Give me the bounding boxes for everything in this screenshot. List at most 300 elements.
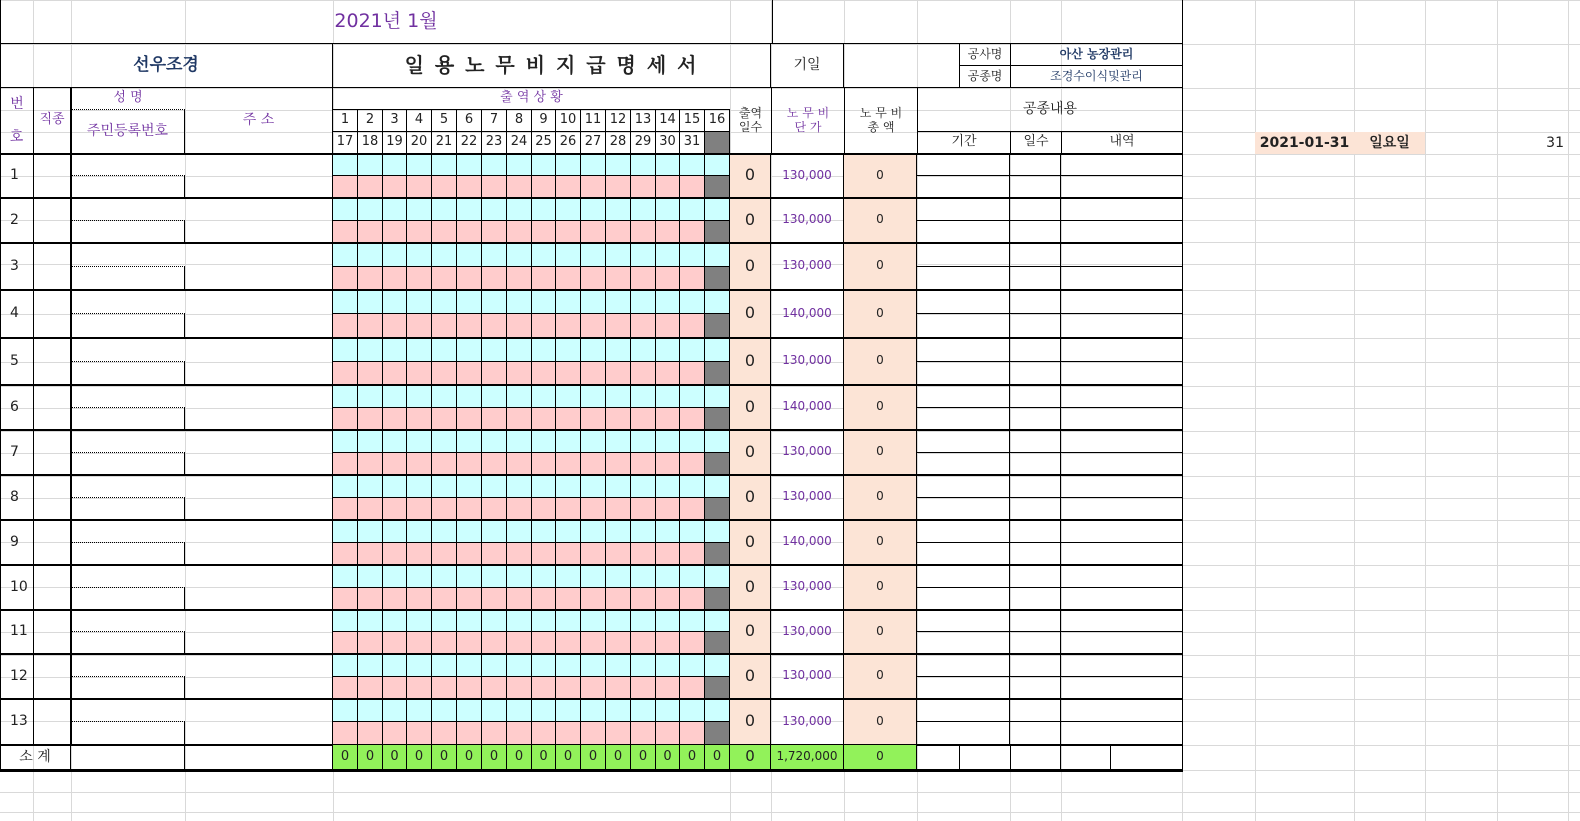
work-days-cell[interactable] [1010,677,1061,699]
attendance-cell[interactable] [333,520,358,543]
attendance-cell[interactable] [457,543,482,565]
attendance-cell[interactable] [532,221,556,243]
attendance-cell[interactable] [333,699,358,722]
attendance-cell[interactable] [358,154,383,176]
day-count-cell[interactable]: 31 [1546,134,1564,151]
attendance-cell[interactable] [507,610,532,632]
day-header-5[interactable]: 5 [432,110,457,132]
details-cell[interactable] [1061,154,1183,176]
day-header-15[interactable]: 15 [680,110,705,132]
period-cell[interactable] [917,243,1010,267]
attendance-cell[interactable] [482,677,507,699]
address-cell[interactable] [185,699,333,745]
attendance-cell[interactable] [556,565,581,588]
attendance-cell[interactable] [705,385,730,408]
resident-id-header[interactable]: 주민등록번호 [71,110,185,154]
subtotal-blank[interactable] [71,745,185,770]
work-days-cell[interactable] [1010,176,1061,198]
attendance-cell[interactable] [680,543,705,565]
resident-id-cell[interactable] [71,453,185,475]
details-cell[interactable] [1061,565,1183,588]
details-cell[interactable] [1061,699,1183,722]
attendance-cell[interactable] [333,221,358,243]
attendance-cell[interactable] [532,243,556,267]
attendance-cell[interactable] [581,221,606,243]
total-cell[interactable]: 0 [844,654,917,699]
work-days-cell[interactable] [1010,198,1061,221]
attendance-cell[interactable] [532,176,556,198]
attendance-cell[interactable] [482,221,507,243]
day-header-10[interactable]: 10 [556,110,581,132]
attendance-cell[interactable] [358,699,383,722]
attendance-cell[interactable] [556,610,581,632]
attendance-cell[interactable] [407,314,432,338]
attendance-cell[interactable] [656,588,680,610]
period-header[interactable]: 기간 [917,132,1010,154]
attendance-cell[interactable] [482,632,507,654]
attendance-cell[interactable] [358,520,383,543]
work-content-header[interactable]: 공종내용 [917,88,1183,132]
details-cell[interactable] [1061,722,1183,745]
subtotal-day-cell[interactable]: 0 [680,745,705,770]
attendance-cell[interactable] [556,290,581,314]
attendance-cell[interactable] [482,722,507,745]
resident-id-cell[interactable] [71,498,185,520]
name-cell[interactable] [71,475,185,498]
attendance-cell[interactable] [532,198,556,221]
attendance-cell[interactable] [680,154,705,176]
work-type-label[interactable]: 공종명 [960,66,1011,88]
attendance-cell[interactable] [606,243,631,267]
attendance-cell[interactable] [631,543,656,565]
attendance-cell[interactable] [631,430,656,453]
resident-id-cell[interactable] [71,362,185,385]
row-number[interactable]: 2 [0,198,34,243]
attendance-cell[interactable] [656,198,680,221]
work-days-cell[interactable] [1010,362,1061,385]
attendance-cell[interactable] [680,243,705,267]
attendance-cell[interactable] [383,453,407,475]
attendance-cell[interactable] [383,588,407,610]
attendance-cell[interactable] [333,314,358,338]
attendance-cell[interactable] [705,430,730,453]
attendance-cell[interactable] [457,475,482,498]
attendance-cell[interactable] [705,198,730,221]
period-cell[interactable] [917,290,1010,314]
attendance-cell[interactable] [333,338,358,362]
attendance-cell[interactable] [333,385,358,408]
attendance-cell[interactable] [532,588,556,610]
attendance-cell[interactable] [482,408,507,430]
attendance-cell[interactable] [680,699,705,722]
work-days-cell[interactable] [1010,722,1061,745]
attendance-cell[interactable] [532,520,556,543]
attendance-cell[interactable] [482,543,507,565]
attendance-cell[interactable] [457,654,482,677]
period-cell[interactable] [917,632,1010,654]
resident-id-cell[interactable] [71,632,185,654]
attendance-cell[interactable] [581,543,606,565]
attendance-cell[interactable] [606,722,631,745]
attendance-cell[interactable] [358,565,383,588]
address-cell[interactable] [185,565,333,610]
attendance-cell[interactable] [656,498,680,520]
attendance-cell[interactable] [556,520,581,543]
attendance-cell[interactable] [432,408,457,430]
attendance-cell[interactable] [680,338,705,362]
work-days-cell[interactable] [1010,543,1061,565]
attendance-cell[interactable] [532,362,556,385]
attendance-cell[interactable] [407,408,432,430]
rate-cell[interactable]: 130,000 [771,565,844,610]
attendance-cell[interactable] [457,722,482,745]
rate-cell[interactable]: 130,000 [771,198,844,243]
attendance-cell[interactable] [507,290,532,314]
work-days-cell[interactable] [1010,654,1061,677]
attendance-cell[interactable] [680,267,705,290]
work-days-cell[interactable] [1010,338,1061,362]
attendance-cell[interactable] [532,699,556,722]
details-cell[interactable] [1061,498,1183,520]
attendance-cell[interactable] [507,243,532,267]
day-header-14[interactable]: 14 [656,110,680,132]
attendance-cell[interactable] [656,654,680,677]
days-cell[interactable]: 0 [730,243,771,290]
day-header-30[interactable]: 30 [656,132,680,154]
attendance-cell[interactable] [680,632,705,654]
subtotal-blank[interactable] [1061,745,1111,770]
attendance-cell[interactable] [507,408,532,430]
attendance-cell[interactable] [556,677,581,699]
details-cell[interactable] [1061,475,1183,498]
name-cell[interactable] [71,565,185,588]
job-cell[interactable] [34,520,71,565]
period-cell[interactable] [917,654,1010,677]
attendance-cell[interactable] [457,430,482,453]
details-cell[interactable] [1061,654,1183,677]
attendance-cell[interactable] [656,520,680,543]
attendance-cell[interactable] [556,362,581,385]
address-cell[interactable] [185,520,333,565]
attendance-cell[interactable] [482,243,507,267]
attendance-cell[interactable] [432,290,457,314]
job-cell[interactable] [34,385,71,430]
attendance-cell[interactable] [482,610,507,632]
subtotal-day-cell[interactable]: 0 [656,745,680,770]
days-header-bottom[interactable]: 일수 [730,121,771,154]
period-cell[interactable] [917,565,1010,588]
attendance-cell[interactable] [358,632,383,654]
row-number[interactable]: 9 [0,520,34,565]
attendance-cell[interactable] [407,565,432,588]
days-cell[interactable]: 0 [730,654,771,699]
attendance-cell[interactable] [333,543,358,565]
attendance-cell[interactable] [680,498,705,520]
attendance-cell[interactable] [705,453,730,475]
attendance-cell[interactable] [532,610,556,632]
job-header[interactable]: 직종 [34,88,71,154]
attendance-cell[interactable] [606,430,631,453]
attendance-cell[interactable] [507,338,532,362]
attendance-cell[interactable] [705,632,730,654]
attendance-cell[interactable] [333,565,358,588]
attendance-cell[interactable] [333,588,358,610]
job-cell[interactable] [34,154,71,198]
attendance-cell[interactable] [457,290,482,314]
total-cell[interactable]: 0 [844,520,917,565]
attendance-cell[interactable] [631,699,656,722]
details-cell[interactable] [1061,290,1183,314]
total-cell[interactable]: 0 [844,385,917,430]
attendance-cell[interactable] [383,699,407,722]
attendance-cell[interactable] [705,543,730,565]
attendance-cell[interactable] [358,475,383,498]
day-header-1[interactable]: 1 [333,110,358,132]
work-days-cell[interactable] [1010,221,1061,243]
attendance-cell[interactable] [482,198,507,221]
address-header[interactable]: 주 소 [185,88,333,154]
subtotal-day-cell[interactable]: 0 [383,745,407,770]
day-header-19[interactable]: 19 [383,132,407,154]
attendance-cell[interactable] [383,430,407,453]
attendance-cell[interactable] [581,610,606,632]
attendance-cell[interactable] [358,498,383,520]
attendance-cell[interactable] [432,198,457,221]
attendance-cell[interactable] [656,314,680,338]
attendance-cell[interactable] [482,453,507,475]
attendance-cell[interactable] [606,520,631,543]
address-cell[interactable] [185,338,333,385]
attendance-cell[interactable] [581,338,606,362]
day-header-31[interactable]: 31 [680,132,705,154]
attendance-cell[interactable] [581,453,606,475]
resident-id-cell[interactable] [71,176,185,198]
attendance-cell[interactable] [656,677,680,699]
day-header-2[interactable]: 2 [358,110,383,132]
rate-cell[interactable]: 130,000 [771,699,844,745]
attendance-cell[interactable] [680,362,705,385]
attendance-cell[interactable] [631,610,656,632]
work-days-cell[interactable] [1010,408,1061,430]
attendance-cell[interactable] [556,221,581,243]
address-cell[interactable] [185,610,333,654]
attendance-cell[interactable] [631,154,656,176]
attendance-cell[interactable] [656,243,680,267]
address-cell[interactable] [185,430,333,475]
resident-id-cell[interactable] [71,588,185,610]
row-number[interactable]: 8 [0,475,34,520]
attendance-cell[interactable] [432,243,457,267]
attendance-cell[interactable] [532,267,556,290]
attendance-cell[interactable] [656,338,680,362]
day-header-blank[interactable] [705,132,730,154]
day-header-20[interactable]: 20 [407,132,432,154]
total-cell[interactable]: 0 [844,610,917,654]
attendance-cell[interactable] [606,154,631,176]
attendance-cell[interactable] [606,385,631,408]
attendance-cell[interactable] [532,430,556,453]
day-header-26[interactable]: 26 [556,132,581,154]
attendance-cell[interactable] [383,475,407,498]
attendance-cell[interactable] [358,176,383,198]
attendance-cell[interactable] [507,176,532,198]
attendance-cell[interactable] [457,314,482,338]
attendance-cell[interactable] [482,654,507,677]
attendance-cell[interactable] [457,699,482,722]
attendance-cell[interactable] [680,176,705,198]
job-cell[interactable] [34,654,71,699]
attendance-cell[interactable] [532,565,556,588]
day-header-17[interactable]: 17 [333,132,358,154]
attendance-cell[interactable] [482,176,507,198]
attendance-cell[interactable] [680,290,705,314]
attendance-cell[interactable] [333,176,358,198]
attendance-cell[interactable] [407,498,432,520]
attendance-cell[interactable] [482,565,507,588]
attendance-cell[interactable] [383,362,407,385]
attendance-cell[interactable] [606,314,631,338]
attendance-cell[interactable] [532,338,556,362]
total-cell[interactable]: 0 [844,699,917,745]
attendance-cell[interactable] [333,362,358,385]
work-days-cell[interactable] [1010,588,1061,610]
attendance-cell[interactable] [507,221,532,243]
rate-cell[interactable]: 130,000 [771,654,844,699]
attendance-cell[interactable] [407,588,432,610]
attendance-cell[interactable] [656,565,680,588]
subtotal-day-cell[interactable]: 0 [631,745,656,770]
period-cell[interactable] [917,198,1010,221]
attendance-cell[interactable] [631,453,656,475]
attendance-cell[interactable] [680,475,705,498]
attendance-cell[interactable] [482,498,507,520]
attendance-cell[interactable] [407,699,432,722]
attendance-cell[interactable] [606,198,631,221]
attendance-cell[interactable] [507,430,532,453]
work-days-cell[interactable] [1010,267,1061,290]
attendance-cell[interactable] [705,475,730,498]
attendance-cell[interactable] [556,314,581,338]
details-cell[interactable] [1061,543,1183,565]
attendance-cell[interactable] [358,654,383,677]
attendance-cell[interactable] [680,314,705,338]
attendance-cell[interactable] [532,385,556,408]
attendance-cell[interactable] [581,314,606,338]
attendance-cell[interactable] [358,221,383,243]
attendance-cell[interactable] [432,385,457,408]
days-cell[interactable]: 0 [730,475,771,520]
attendance-cell[interactable] [457,221,482,243]
resident-id-cell[interactable] [71,543,185,565]
attendance-cell[interactable] [556,543,581,565]
no-header-top[interactable]: 번 [10,96,24,113]
attendance-cell[interactable] [457,243,482,267]
subtotal-day-cell[interactable]: 0 [432,745,457,770]
attendance-cell[interactable] [606,632,631,654]
attendance-cell[interactable] [680,610,705,632]
row-number[interactable]: 10 [0,565,34,610]
subtotal-day-cell[interactable]: 0 [556,745,581,770]
attendance-cell[interactable] [482,385,507,408]
subtotal-day-cell[interactable]: 0 [507,745,532,770]
subtotal-day-cell[interactable]: 0 [457,745,482,770]
attendance-cell[interactable] [581,198,606,221]
day-header-9[interactable]: 9 [532,110,556,132]
attendance-cell[interactable] [482,699,507,722]
details-cell[interactable] [1061,314,1183,338]
attendance-cell[interactable] [581,290,606,314]
attendance-cell[interactable] [333,154,358,176]
attendance-cell[interactable] [606,475,631,498]
attendance-cell[interactable] [556,154,581,176]
attendance-cell[interactable] [333,243,358,267]
name-cell[interactable] [71,243,185,267]
subtotal-day-cell[interactable]: 0 [407,745,432,770]
period-cell[interactable] [917,588,1010,610]
attendance-cell[interactable] [532,722,556,745]
attendance-cell[interactable] [680,520,705,543]
subtotal-day-cell[interactable]: 0 [606,745,631,770]
attendance-cell[interactable] [358,610,383,632]
attendance-cell[interactable] [581,632,606,654]
attendance-cell[interactable] [705,290,730,314]
attendance-cell[interactable] [482,520,507,543]
day-header-16[interactable]: 16 [705,110,730,132]
attendance-cell[interactable] [432,498,457,520]
period-cell[interactable] [917,722,1010,745]
attendance-cell[interactable] [457,677,482,699]
period-cell[interactable] [917,520,1010,543]
work-days-cell[interactable] [1010,632,1061,654]
attendance-cell[interactable] [680,677,705,699]
work-days-cell[interactable] [1010,498,1061,520]
subtotal-day-cell[interactable]: 0 [581,745,606,770]
attendance-cell[interactable] [432,430,457,453]
row-number[interactable]: 12 [0,654,34,699]
attendance-cell[interactable] [705,408,730,430]
attendance-cell[interactable] [631,314,656,338]
attendance-cell[interactable] [556,385,581,408]
days-cell[interactable]: 0 [730,520,771,565]
attendance-cell[interactable] [705,221,730,243]
attendance-cell[interactable] [532,408,556,430]
attendance-cell[interactable] [532,453,556,475]
attendance-cell[interactable] [432,338,457,362]
details-cell[interactable] [1061,408,1183,430]
attendance-cell[interactable] [606,543,631,565]
attendance-cell[interactable] [631,290,656,314]
attendance-cell[interactable] [333,475,358,498]
work-days-cell[interactable] [1010,699,1061,722]
attendance-cell[interactable] [680,198,705,221]
name-cell[interactable] [71,654,185,677]
attendance-cell[interactable] [581,677,606,699]
attendance-cell[interactable] [358,290,383,314]
rate-cell[interactable]: 130,000 [771,243,844,290]
attendance-cell[interactable] [705,498,730,520]
details-cell[interactable] [1061,610,1183,632]
attendance-cell[interactable] [383,610,407,632]
attendance-cell[interactable] [507,362,532,385]
day-header-22[interactable]: 22 [457,132,482,154]
total-cell[interactable]: 0 [844,154,917,198]
attendance-cell[interactable] [680,453,705,475]
attendance-cell[interactable] [705,362,730,385]
name-cell[interactable] [71,430,185,453]
day-header-8[interactable]: 8 [507,110,532,132]
attendance-cell[interactable] [507,543,532,565]
days-cell[interactable]: 0 [730,565,771,610]
